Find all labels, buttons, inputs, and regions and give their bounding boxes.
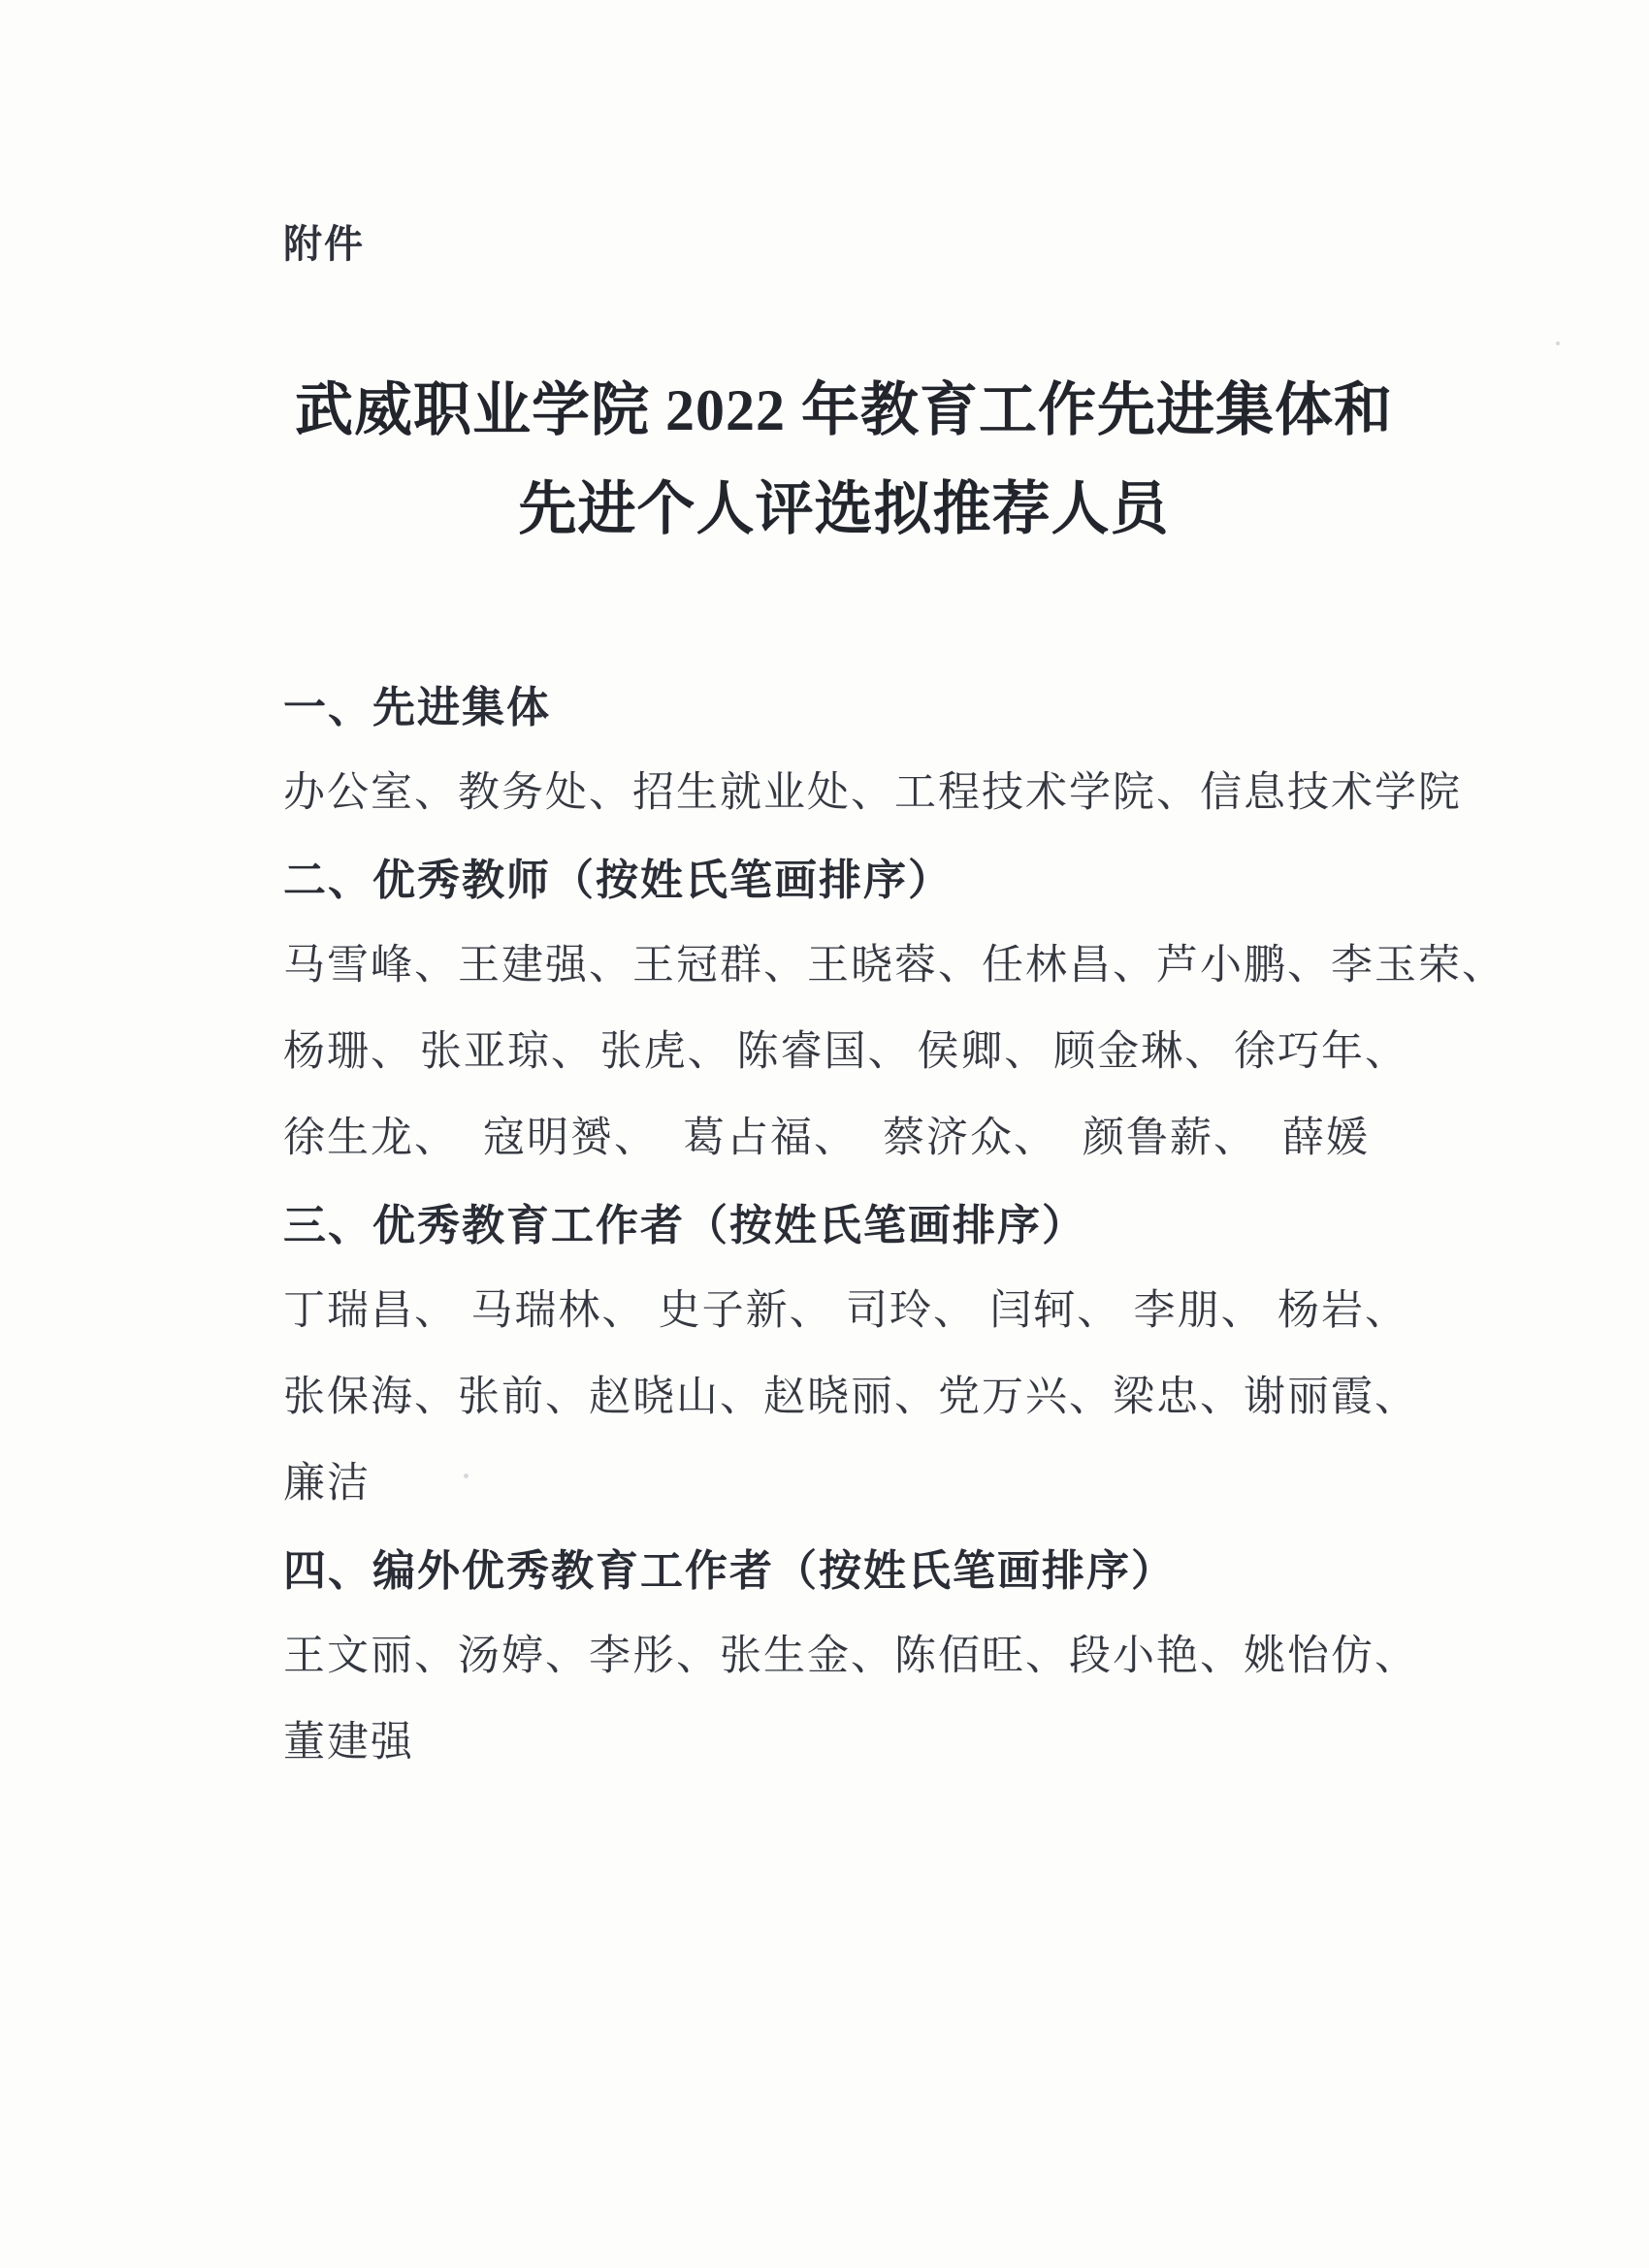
section-excellent-education-workers [283, 1178, 1418, 1523]
section-heading: 二、优秀教师（按姓氏笔画排序） [283, 856, 953, 904]
name-segment: 马瑞林、 [470, 1288, 646, 1334]
name-segment: 汤婷、 [458, 1634, 589, 1679]
name-segment: 丁瑞昌、 [283, 1288, 458, 1334]
document-title [262, 361, 1426, 559]
name-segment: 工程技术学院、 [894, 770, 1200, 816]
name-segment: 段小艳、 [1069, 1634, 1244, 1679]
name-list-line [283, 746, 1462, 832]
name-segment: 张生金、 [720, 1634, 894, 1679]
name-segment: 李朋、 [1133, 1288, 1265, 1334]
section-advanced-collectives [283, 660, 1462, 832]
name-list-line [283, 1696, 1408, 1782]
name-segment: 司玲、 [845, 1288, 977, 1334]
name-segment: 张前、 [458, 1375, 589, 1420]
scan-speckle [1556, 341, 1560, 345]
name-list-line [283, 1609, 1418, 1696]
name-segment: 任林昌、 [982, 943, 1156, 988]
name-segment: 马雪峰、 [283, 943, 458, 988]
section-excellent-teachers [283, 832, 1505, 1178]
name-segment: 教务处、 [458, 770, 632, 816]
name-segment: 王文丽、 [283, 1634, 458, 1679]
name-list-line [283, 919, 1505, 1005]
section-heading: 四、编外优秀教育工作者（按姓氏笔画排序） [283, 1546, 1176, 1595]
name-segment: 顾金琳、 [1053, 1029, 1229, 1075]
name-segment: 葛占福、 [683, 1116, 857, 1161]
name-segment: 张亚琼、 [419, 1029, 595, 1075]
name-segment: 寇明赟、 [483, 1116, 658, 1161]
name-segment: 党万兴、 [938, 1375, 1113, 1420]
name-segment: 王晓蓉、 [807, 943, 982, 988]
section-external-excellent-education-workers [283, 1523, 1418, 1782]
name-segment: 李玉荣、 [1331, 943, 1505, 988]
name-segment: 薛媛 [1282, 1116, 1370, 1161]
name-segment: 侯卿、 [917, 1029, 1049, 1075]
document-title-line-1: 武威职业学院 2022 年教育工作先进集体和 [295, 378, 1393, 442]
name-segment: 陈佰旺、 [894, 1634, 1069, 1679]
name-segment: 颜鲁薪、 [1083, 1116, 1257, 1161]
name-segment: 杨岩、 [1277, 1288, 1408, 1334]
name-segment: 王冠群、 [632, 943, 807, 988]
name-list-line [283, 1005, 1408, 1091]
name-segment: 谢丽霞、 [1244, 1375, 1418, 1420]
name-list-line [283, 1350, 1418, 1437]
name-segment: 徐生龙、 [283, 1116, 458, 1161]
name-segment: 杨珊、 [283, 1029, 414, 1075]
name-segment: 芦小鹏、 [1156, 943, 1331, 988]
name-segment: 董建强 [283, 1720, 414, 1766]
name-segment: 廉洁 [283, 1461, 371, 1507]
name-segment: 李彤、 [589, 1634, 720, 1679]
name-segment: 招生就业处、 [632, 770, 894, 816]
name-segment: 闫轲、 [989, 1288, 1121, 1334]
scan-speckle [464, 1474, 469, 1478]
section-heading: 三、优秀教育工作者（按姓氏笔画排序） [283, 1201, 1086, 1249]
name-segment: 史子新、 [658, 1288, 833, 1334]
name-segment: 陈睿国、 [736, 1029, 912, 1075]
document-title-line-2: 先进个人评选拟推荐人员 [518, 477, 1170, 541]
name-segment: 赵晓山、 [589, 1375, 763, 1420]
name-list-line [283, 1264, 1408, 1350]
name-list-line [283, 1091, 1408, 1178]
name-segment: 张虎、 [599, 1029, 731, 1075]
section-heading: 一、先进集体 [283, 683, 551, 731]
name-segment: 张保海、 [283, 1375, 458, 1420]
name-segment: 姚怡仿、 [1244, 1634, 1418, 1679]
award-list [283, 660, 1505, 1782]
name-segment: 信息技术学院 [1200, 770, 1462, 816]
name-segment: 梁忠、 [1113, 1375, 1244, 1420]
name-segment: 王建强、 [458, 943, 632, 988]
name-segment: 办公室、 [283, 770, 458, 816]
name-list-line [283, 1437, 1408, 1523]
name-segment: 蔡济众、 [883, 1116, 1057, 1161]
name-segment: 赵晓丽、 [763, 1375, 938, 1420]
attachment-label: 附件 [283, 223, 365, 266]
name-segment: 徐巧年、 [1233, 1029, 1408, 1075]
